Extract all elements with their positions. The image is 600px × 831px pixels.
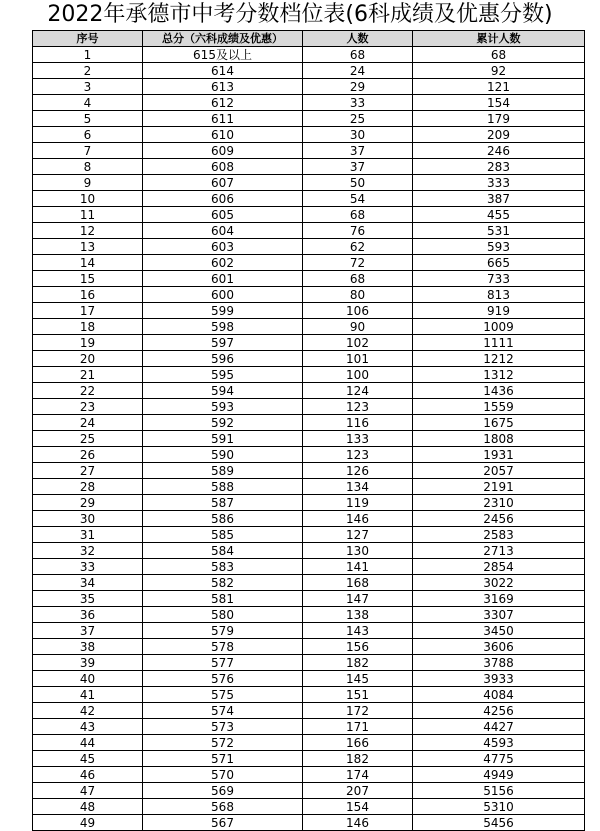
cell-cumulative: 1931 [413,447,585,463]
cell-cumulative: 2057 [413,463,585,479]
table-row [33,671,585,687]
cell-index: 36 [33,607,143,623]
cell-total-score: 602 [143,255,303,271]
header-index: 序号 [33,31,143,47]
cell-index: 3 [33,79,143,95]
cell-count: 133 [303,431,413,447]
table-row [33,687,585,703]
table-row [33,719,585,735]
table-row [33,655,585,671]
cell-cumulative: 4427 [413,719,585,735]
table-row [33,239,585,255]
cell-total-score: 599 [143,303,303,319]
cell-cumulative: 3933 [413,671,585,687]
table-row [33,591,585,607]
cell-count: 116 [303,415,413,431]
cell-cumulative: 4084 [413,687,585,703]
table-row [33,159,585,175]
table-row [33,511,585,527]
cell-index: 19 [33,335,143,351]
cell-index: 49 [33,815,143,831]
cell-count: 80 [303,287,413,303]
cell-cumulative: 333 [413,175,585,191]
cell-index: 47 [33,783,143,799]
cell-cumulative: 813 [413,287,585,303]
cell-count: 174 [303,767,413,783]
cell-count: 146 [303,815,413,831]
cell-count: 68 [303,271,413,287]
cell-total-score: 580 [143,607,303,623]
cell-index: 7 [33,143,143,159]
header-cumulative: 累计人数 [413,31,585,47]
cell-index: 12 [33,223,143,239]
cell-index: 30 [33,511,143,527]
cell-index: 26 [33,447,143,463]
cell-total-score: 589 [143,463,303,479]
cell-count: 102 [303,335,413,351]
table-row [33,447,585,463]
table-header-row [33,31,585,47]
cell-cumulative: 3788 [413,655,585,671]
cell-count: 130 [303,543,413,559]
cell-index: 14 [33,255,143,271]
cell-count: 147 [303,591,413,607]
cell-total-score: 576 [143,671,303,687]
cell-cumulative: 1009 [413,319,585,335]
cell-count: 119 [303,495,413,511]
cell-total-score: 575 [143,687,303,703]
cell-total-score: 572 [143,735,303,751]
cell-index: 8 [33,159,143,175]
cell-total-score: 582 [143,575,303,591]
table-row [33,287,585,303]
cell-cumulative: 733 [413,271,585,287]
cell-count: 37 [303,159,413,175]
table-row [33,63,585,79]
cell-total-score: 596 [143,351,303,367]
table-row [33,47,585,63]
table-row [33,223,585,239]
cell-cumulative: 1675 [413,415,585,431]
cell-cumulative: 387 [413,191,585,207]
cell-cumulative: 3307 [413,607,585,623]
table-row [33,767,585,783]
cell-total-score: 577 [143,655,303,671]
cell-index: 21 [33,367,143,383]
cell-total-score: 578 [143,639,303,655]
cell-cumulative: 1111 [413,335,585,351]
cell-total-score: 590 [143,447,303,463]
cell-index: 6 [33,127,143,143]
cell-count: 145 [303,671,413,687]
cell-count: 156 [303,639,413,655]
cell-index: 40 [33,671,143,687]
table-row [33,703,585,719]
cell-count: 24 [303,63,413,79]
cell-total-score: 574 [143,703,303,719]
cell-total-score: 595 [143,367,303,383]
table-row [33,639,585,655]
cell-index: 39 [33,655,143,671]
cell-index: 34 [33,575,143,591]
cell-cumulative: 121 [413,79,585,95]
cell-index: 2 [33,63,143,79]
cell-count: 123 [303,399,413,415]
cell-count: 172 [303,703,413,719]
cell-index: 24 [33,415,143,431]
table-row [33,575,585,591]
cell-count: 100 [303,367,413,383]
cell-index: 13 [33,239,143,255]
table-body [33,47,585,831]
cell-total-score: 603 [143,239,303,255]
cell-count: 166 [303,735,413,751]
cell-cumulative: 209 [413,127,585,143]
table-row [33,815,585,831]
header-total-score: 总分（六科成绩及优惠） [143,31,303,47]
cell-count: 37 [303,143,413,159]
cell-total-score: 587 [143,495,303,511]
cell-count: 168 [303,575,413,591]
cell-count: 124 [303,383,413,399]
table-row [33,367,585,383]
cell-index: 10 [33,191,143,207]
cell-index: 20 [33,351,143,367]
cell-total-score: 600 [143,287,303,303]
cell-index: 45 [33,751,143,767]
cell-index: 35 [33,591,143,607]
cell-total-score: 570 [143,767,303,783]
cell-count: 101 [303,351,413,367]
cell-count: 76 [303,223,413,239]
cell-count: 138 [303,607,413,623]
cell-cumulative: 4256 [413,703,585,719]
table-row [33,255,585,271]
cell-total-score: 579 [143,623,303,639]
cell-index: 16 [33,287,143,303]
cell-index: 28 [33,479,143,495]
cell-count: 151 [303,687,413,703]
cell-count: 29 [303,79,413,95]
cell-cumulative: 2713 [413,543,585,559]
cell-total-score: 608 [143,159,303,175]
cell-index: 4 [33,95,143,111]
cell-total-score: 584 [143,543,303,559]
table-row [33,463,585,479]
cell-count: 62 [303,239,413,255]
table-row [33,335,585,351]
cell-index: 43 [33,719,143,735]
cell-cumulative: 4593 [413,735,585,751]
cell-cumulative: 92 [413,63,585,79]
cell-cumulative: 1212 [413,351,585,367]
cell-index: 41 [33,687,143,703]
cell-total-score: 610 [143,127,303,143]
cell-cumulative: 531 [413,223,585,239]
cell-cumulative: 3450 [413,623,585,639]
cell-total-score: 569 [143,783,303,799]
cell-total-score: 605 [143,207,303,223]
cell-count: 143 [303,623,413,639]
cell-count: 154 [303,799,413,815]
cell-index: 25 [33,431,143,447]
table-row [33,271,585,287]
cell-count: 30 [303,127,413,143]
cell-total-score: 583 [143,559,303,575]
table-row [33,623,585,639]
cell-index: 11 [33,207,143,223]
header-count: 人数 [303,31,413,47]
cell-cumulative: 2583 [413,527,585,543]
table-row [33,751,585,767]
cell-total-score: 607 [143,175,303,191]
score-table [32,30,585,831]
cell-cumulative: 1808 [413,431,585,447]
cell-total-score: 571 [143,751,303,767]
cell-count: 68 [303,207,413,223]
table-row [33,735,585,751]
cell-cumulative: 2191 [413,479,585,495]
cell-cumulative: 455 [413,207,585,223]
cell-index: 15 [33,271,143,287]
cell-count: 127 [303,527,413,543]
cell-index: 27 [33,463,143,479]
cell-total-score: 615及以上 [143,47,303,63]
cell-total-score: 567 [143,815,303,831]
cell-index: 9 [33,175,143,191]
cell-count: 33 [303,95,413,111]
cell-total-score: 585 [143,527,303,543]
cell-cumulative: 2310 [413,495,585,511]
cell-cumulative: 246 [413,143,585,159]
cell-cumulative: 3606 [413,639,585,655]
cell-total-score: 606 [143,191,303,207]
cell-total-score: 594 [143,383,303,399]
cell-cumulative: 283 [413,159,585,175]
cell-index: 44 [33,735,143,751]
cell-index: 29 [33,495,143,511]
table-row [33,79,585,95]
cell-count: 141 [303,559,413,575]
cell-total-score: 609 [143,143,303,159]
cell-total-score: 601 [143,271,303,287]
cell-count: 50 [303,175,413,191]
cell-count: 146 [303,511,413,527]
cell-cumulative: 4775 [413,751,585,767]
cell-total-score: 611 [143,111,303,127]
table-row [33,175,585,191]
cell-index: 22 [33,383,143,399]
table-row [33,527,585,543]
cell-index: 37 [33,623,143,639]
cell-index: 23 [33,399,143,415]
cell-cumulative: 5456 [413,815,585,831]
table-row [33,607,585,623]
cell-cumulative: 3022 [413,575,585,591]
cell-cumulative: 1312 [413,367,585,383]
cell-count: 72 [303,255,413,271]
table-row [33,559,585,575]
table-row [33,351,585,367]
table-row [33,127,585,143]
cell-total-score: 568 [143,799,303,815]
cell-total-score: 604 [143,223,303,239]
table-row [33,383,585,399]
cell-cumulative: 2456 [413,511,585,527]
cell-cumulative: 4949 [413,767,585,783]
cell-index: 5 [33,111,143,127]
cell-count: 106 [303,303,413,319]
cell-total-score: 591 [143,431,303,447]
cell-count: 134 [303,479,413,495]
table-row [33,207,585,223]
table-row [33,495,585,511]
cell-cumulative: 665 [413,255,585,271]
cell-cumulative: 5156 [413,783,585,799]
cell-count: 25 [303,111,413,127]
table-row [33,191,585,207]
cell-total-score: 581 [143,591,303,607]
cell-cumulative: 154 [413,95,585,111]
table-row [33,95,585,111]
page-title: 2022年承德市中考分数档位表(6科成绩及优惠分数) [47,2,553,27]
cell-cumulative: 919 [413,303,585,319]
cell-count: 68 [303,47,413,63]
cell-count: 90 [303,319,413,335]
cell-cumulative: 3169 [413,591,585,607]
cell-index: 33 [33,559,143,575]
cell-count: 171 [303,719,413,735]
table-row [33,431,585,447]
table-row [33,543,585,559]
cell-cumulative: 68 [413,47,585,63]
cell-total-score: 593 [143,399,303,415]
cell-index: 38 [33,639,143,655]
table-row [33,479,585,495]
table-row [33,799,585,815]
cell-index: 31 [33,527,143,543]
cell-cumulative: 2854 [413,559,585,575]
cell-total-score: 613 [143,79,303,95]
cell-index: 46 [33,767,143,783]
cell-cumulative: 1436 [413,383,585,399]
cell-total-score: 614 [143,63,303,79]
cell-index: 48 [33,799,143,815]
cell-count: 182 [303,751,413,767]
table-row [33,415,585,431]
cell-index: 17 [33,303,143,319]
cell-count: 207 [303,783,413,799]
cell-total-score: 612 [143,95,303,111]
table-row [33,143,585,159]
cell-total-score: 592 [143,415,303,431]
cell-count: 182 [303,655,413,671]
cell-total-score: 586 [143,511,303,527]
cell-count: 54 [303,191,413,207]
cell-count: 126 [303,463,413,479]
cell-total-score: 598 [143,319,303,335]
cell-cumulative: 593 [413,239,585,255]
cell-index: 18 [33,319,143,335]
table-row [33,319,585,335]
cell-index: 1 [33,47,143,63]
cell-cumulative: 5310 [413,799,585,815]
cell-cumulative: 179 [413,111,585,127]
table-row [33,399,585,415]
cell-cumulative: 1559 [413,399,585,415]
cell-index: 42 [33,703,143,719]
table-row [33,111,585,127]
cell-total-score: 597 [143,335,303,351]
cell-total-score: 588 [143,479,303,495]
cell-total-score: 573 [143,719,303,735]
cell-index: 32 [33,543,143,559]
table-row [33,303,585,319]
cell-count: 123 [303,447,413,463]
